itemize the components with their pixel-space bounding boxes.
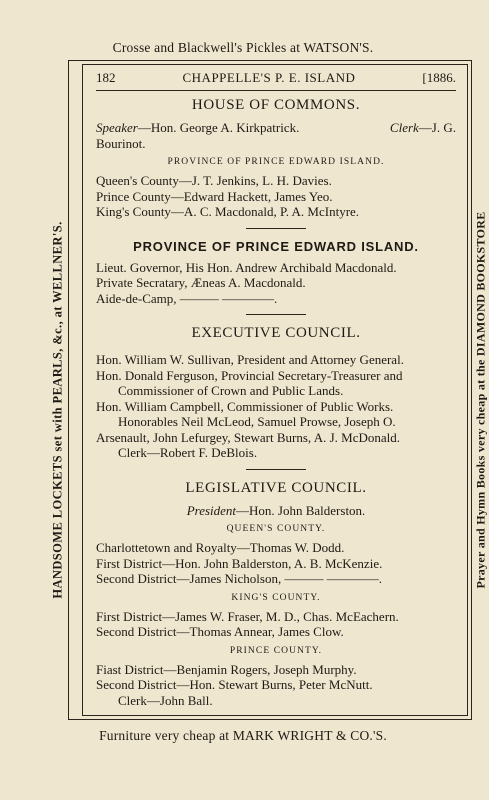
section-divider xyxy=(246,314,306,315)
header-rule xyxy=(96,90,456,91)
right-margin-advertisement: Prayer and Hymn Books very cheap at the DIAMOND BOOKSTORE xyxy=(473,211,488,589)
queens-district-line: First District—Hon. John Balderston, A. B. McKenzie. xyxy=(96,555,383,571)
clerk-name: —J. G. xyxy=(418,120,456,135)
executive-line: Hon. William W. Sullivan, President and Attorney General. xyxy=(96,352,404,367)
page-content xyxy=(96,66,456,708)
prince-district-line: Second District—Hon. Stewart Burns, Peter McNutt. xyxy=(96,677,373,692)
province-title: PROVINCE OF PRINCE EDWARD ISLAND. xyxy=(133,238,419,254)
province-line: Private Secratary, Æneas A. Macdonald. xyxy=(96,275,306,290)
president-name: —Hon. John Balderston. xyxy=(236,502,366,518)
kings-district-line: Second District—Thomas Annear, James Clow. xyxy=(96,624,344,639)
speaker-clerk-line xyxy=(96,120,456,136)
clerk-name-continued: Bourinot. xyxy=(96,135,146,151)
executive-line: Hon. William Campbell, Commissioner of Public Works. xyxy=(96,398,394,414)
commons-member-line: King's County—A. C. Macdonald, P. A. McIntyre. xyxy=(96,204,360,219)
speaker-name: —Hon. George A. Kirkpatrick. xyxy=(137,120,300,135)
executive-line: Honorables Neil McLeod, Samuel Prowse, Joseph O. xyxy=(118,414,396,429)
house-of-commons-title: HOUSE OF COMMONS. xyxy=(191,97,361,113)
commons-member-line: Prince County—Edward Hackett, James Yeo. xyxy=(96,188,333,204)
kings-district-line: First District—James W. Fraser, M. D., Chas. McEachern. xyxy=(96,608,399,624)
president-role: President xyxy=(186,502,237,518)
kings-county-subhead: KING'S COUNTY. xyxy=(231,592,321,603)
president-line xyxy=(96,503,456,519)
left-margin-advertisement: HANDSOME LOCKETS set with PEARLS, &c., at WELLNER'S. xyxy=(50,221,65,599)
running-header xyxy=(96,66,456,90)
executive-line: Commissioner of Crown and Public Lands. xyxy=(118,383,344,398)
legislative-council-title: LEGISLATIVE COUNCIL. xyxy=(185,479,367,496)
speaker-role: Speaker xyxy=(96,120,138,135)
province-line: Aide-de-Camp, ——— ————. xyxy=(96,290,278,306)
prince-district-line: Fiast District—Benjamin Rogers, Joseph Murphy. xyxy=(96,661,357,677)
executive-line: Hon. Donald Ferguson, Provincial Secretary-Treasurer and xyxy=(96,367,403,383)
section-divider xyxy=(246,469,306,470)
page-number: 182 xyxy=(96,70,116,85)
header-year: [1886. xyxy=(422,70,456,85)
executive-line: Arsenault, John Lefurgey, Stewart Burns, A. J. McDonald. xyxy=(96,429,401,445)
commons-member-line: Queen's County—J. T. Jenkins, L. H. Davies. xyxy=(96,173,332,188)
bottom-advertisement: Furniture very cheap at MARK WRIGHT & CO.'S. xyxy=(99,728,387,743)
province-line: Lieut. Governor, His Hon. Andrew Archibald Macdonald. xyxy=(96,259,397,275)
queens-district-line: Charlottetown and Royalty—Thomas W. Dodd. xyxy=(96,540,345,555)
commons-province-subhead: PROVINCE OF PRINCE EDWARD ISLAND. xyxy=(167,157,385,167)
section-divider xyxy=(246,228,306,229)
top-advertisement: Crosse and Blackwell's Pickles at WATSON'S. xyxy=(112,40,374,55)
clerk-entry xyxy=(390,120,456,136)
prince-clerk-line: Clerk—John Ball. xyxy=(118,692,213,708)
queens-county-subhead: QUEEN'S COUNTY. xyxy=(226,524,326,534)
executive-council-title: EXECUTIVE COUNCIL. xyxy=(191,325,361,341)
clerk-role: Clerk xyxy=(389,120,419,135)
running-title: CHAPPELLE'S P. E. ISLAND xyxy=(182,70,356,85)
speaker-entry xyxy=(96,120,299,136)
queens-district-line: Second District—James Nicholson, ——— ————. xyxy=(96,571,382,586)
prince-county-subhead: PRINCE COUNTY. xyxy=(229,645,323,656)
executive-line: Clerk—Robert F. DeBlois. xyxy=(118,445,258,460)
